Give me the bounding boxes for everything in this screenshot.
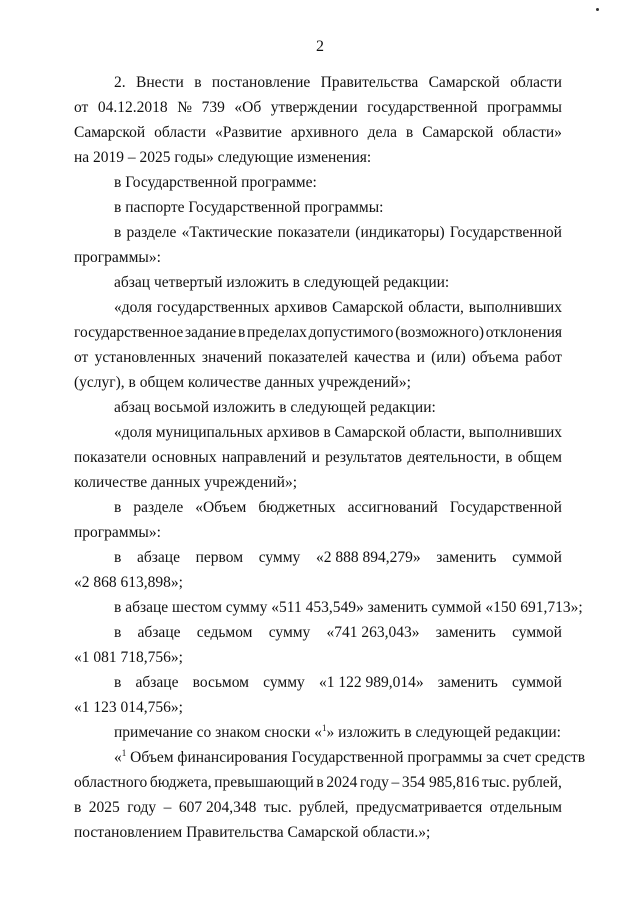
paragraph-6-line-3: от установленных значений показателей качества и (или) объема работ xyxy=(74,349,562,366)
paragraph-14: примечание со знаком сноски «$^1$» изложить в следующей редакции: xyxy=(114,722,561,741)
paragraph-6-line-1: «доля государственных архивов Самарской области, выполнивших xyxy=(114,299,562,316)
paragraph-13-line-1: в абзаце восьмом сумму «1 122 989,014» заменить суммой xyxy=(114,674,562,691)
paragraph-15-line-3: в 2025 году – 607 204,348 тыс. рублей, предусматривается отдельным xyxy=(74,799,562,816)
paragraph-6-line-4: (услуг), в общем количестве данных учреждений»; xyxy=(74,374,411,391)
paragraph-15-line-1: «$^1$ Объем финансирования Государственной программы за счет средств xyxy=(114,747,586,766)
paragraph-15-line-4: постановлением Правительства Самарской области.»; xyxy=(74,824,431,841)
paragraph-1-line-1: 2. Внести в постановление Правительства Самарской области xyxy=(114,74,562,91)
paragraph-6-line-2: государственное задание в пределах допустимого (возможного) отклонения xyxy=(74,324,562,341)
paragraph-13-line-2: «1 123 014,756»; xyxy=(74,699,183,716)
paragraph-1-line-4: на 2019 – 2025 годы» следующие изменения: xyxy=(74,149,372,166)
page-number: 2 xyxy=(316,38,324,55)
paragraph-4-line-2: программы»: xyxy=(74,249,161,266)
paragraph-1-line-3: Самарской области «Развитие архивного дела в Самарской области» xyxy=(74,124,562,141)
paragraph-1-line-2: от 04.12.2018 № 739 «Об утверждении государственной программы xyxy=(74,99,562,116)
paragraph-12-line-2: «1 081 718,756»; xyxy=(74,649,183,666)
paragraph-2: в Государственной программе: xyxy=(114,174,317,191)
paragraph-4-line-1: в разделе «Тактические показатели (индикаторы) Государственной xyxy=(114,224,562,241)
paragraph-7: абзац восьмой изложить в следующей редакции: xyxy=(114,399,436,416)
paragraph-9-line-2: программы»: xyxy=(74,524,161,541)
paragraph-8-line-1: «доля муниципальных архивов в Самарской области, выполнивших xyxy=(114,424,562,441)
paragraph-12-line-1: в абзаце седьмом сумму «741 263,043» заменить суммой xyxy=(114,624,562,641)
paragraph-3: в паспорте Государственной программы: xyxy=(114,199,384,216)
paragraph-9-line-1: в разделе «Объем бюджетных ассигнований Государственной xyxy=(114,499,562,516)
paragraph-8-line-3: количестве данных учреждений»; xyxy=(74,474,298,491)
paragraph-15-line-2: областного бюджета, превышающий в 2024 году – 354 985,816 тыс. рублей, xyxy=(74,774,562,791)
footnote-marker: 1 xyxy=(121,747,127,758)
document-body xyxy=(74,70,586,845)
paragraph-8-line-2: показатели основных направлений и результатов деятельности, в общем xyxy=(74,449,562,466)
paragraph-11: в абзаце шестом сумму «511 453,549» заменить суммой «150 691,713»; xyxy=(114,599,583,616)
footnote-marker: 1 xyxy=(322,722,327,733)
paragraph-5: абзац четвертый изложить в следующей редакции: xyxy=(114,274,450,291)
paragraph-10-line-1: в абзаце первом сумму «2 888 894,279» заменить суммой xyxy=(114,549,562,566)
scan-dot xyxy=(596,8,599,11)
paragraph-10-line-2: «2 868 613,898»; xyxy=(74,574,183,591)
